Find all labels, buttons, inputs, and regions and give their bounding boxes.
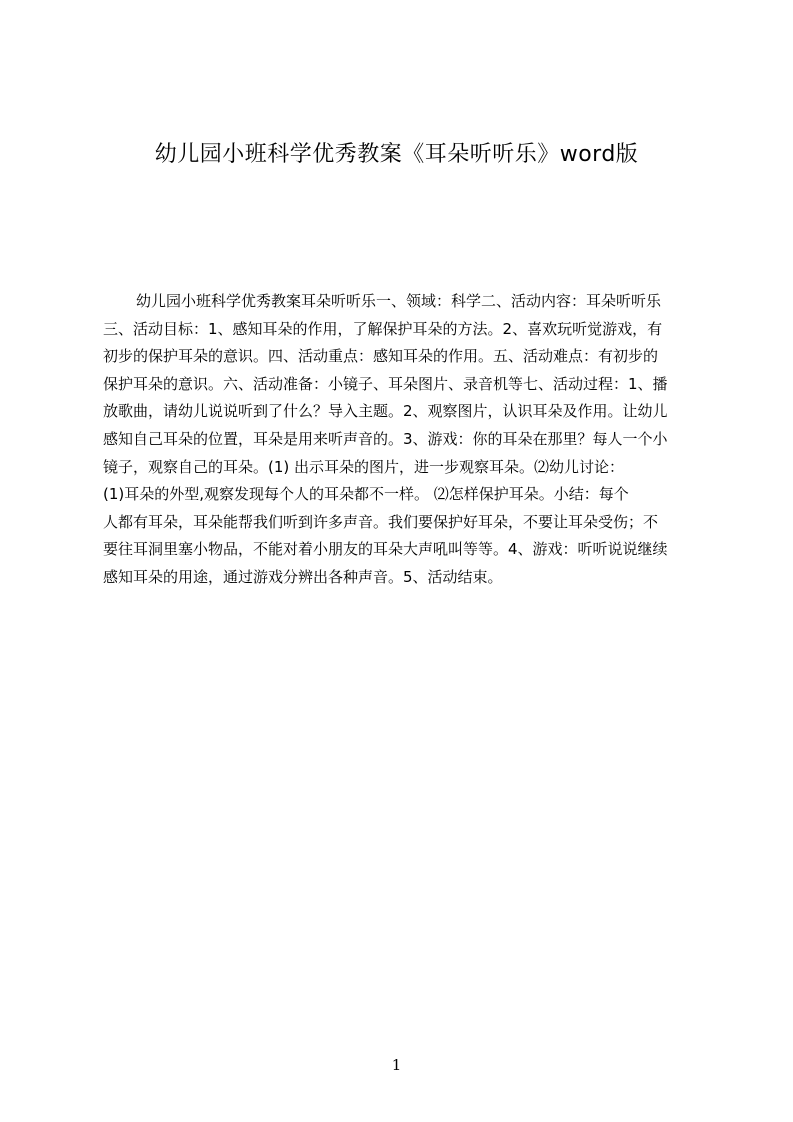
page-number: 1 — [391, 1056, 402, 1074]
body-line: (1)耳朵的外型,观察发现每个人的耳朵都不一样。 ⑵怎样保护耳朵。小结：每个 — [103, 485, 629, 504]
document-title: 幼儿园小班科学优秀教案《耳朵听听乐》word版 — [154, 142, 639, 167]
body-line: 幼儿园小班科学优秀教案耳朵听听乐一、领域：科学二、活动内容：耳朵听听乐 — [136, 292, 662, 310]
body-line: 初步的保护耳朵的意识。四、活动重点：感知耳朵的作用。五、活动难点：有初步的 — [103, 347, 659, 366]
body-line: 三、活动目标：1、感知耳朵的作用，了解保护耳朵的方法。2、喜欢玩听觉游戏，有 — [103, 319, 663, 338]
body-line: 保护耳朵的意识。六、活动准备：小镜子、耳朵图片、录音机等七、活动过程：1、播 — [103, 374, 668, 393]
body-line: 放歌曲，请幼儿说说听到了什么？导入主题。2、观察图片，认识耳朵及作用。让幼儿 — [103, 402, 668, 421]
body-line: 镜子，观察自己的耳朵。(1) 出示耳朵的图片，进一步观察耳朵。⑵幼儿讨论： — [103, 457, 625, 476]
document-body — [103, 288, 698, 592]
body-line: 感知自己耳朵的位置，耳朵是用来听声音的。3、游戏：你的耳朵在那里？每人一个小 — [103, 429, 668, 448]
body-line: 要往耳洞里塞小物品，不能对着小朋友的耳朵大声吼叫等等。4、游戏：听听说说继续 — [103, 540, 668, 559]
body-line: 人都有耳朵，耳朵能帮我们听到许多声音。我们要保护好耳朵，不要让耳朵受伤；不 — [103, 512, 659, 531]
body-line: 感知耳朵的用途，通过游戏分辨出各种声音。5、活动结束。 — [103, 567, 503, 586]
